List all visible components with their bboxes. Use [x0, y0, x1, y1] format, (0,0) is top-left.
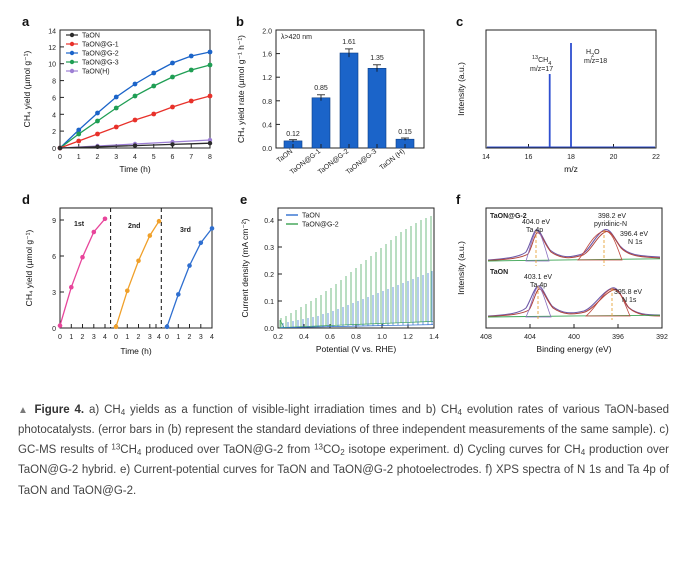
- svg-text:13CH4: $^{13}CH_4$: [532, 55, 552, 67]
- panel-b-letter: b: [236, 14, 244, 29]
- svg-text:TaON@G-2: TaON@G-2: [317, 148, 351, 177]
- svg-text:0: 0: [58, 154, 62, 161]
- svg-text:Current density (mA cm⁻²): Current density (mA cm⁻²): [240, 218, 250, 318]
- svg-text:4: 4: [103, 334, 107, 341]
- panel-f-chart: [452, 192, 674, 370]
- svg-text:Potential (V vs. RHE): Potential (V vs. RHE): [315, 344, 397, 354]
- svg-text:N 1s: N 1s: [628, 239, 643, 246]
- svg-text:1.4: 1.4: [429, 334, 439, 341]
- svg-text:TaON@G-2: TaON@G-2: [302, 221, 339, 229]
- svg-text:398.2 eV: 398.2 eV: [598, 213, 627, 220]
- svg-text:3: 3: [198, 334, 203, 341]
- svg-text:0.15: 0.15: [398, 129, 412, 136]
- svg-text:CH₄ yield rate (µmol g⁻¹ h⁻¹): CH₄ yield rate (µmol g⁻¹ h⁻¹): [236, 34, 246, 144]
- svg-text:CH₄ yield (µmol g⁻¹): CH₄ yield (µmol g⁻¹): [24, 229, 34, 307]
- svg-text:14: 14: [482, 154, 490, 161]
- svg-text:2nd: 2nd: [128, 223, 141, 230]
- svg-text:5: 5: [151, 154, 156, 161]
- panel-e-letter: e: [240, 192, 248, 207]
- panel-c: [452, 14, 672, 184]
- svg-text:8: 8: [52, 78, 56, 86]
- panel-e-chart: [236, 192, 448, 370]
- svg-text:4: 4: [52, 112, 56, 120]
- svg-text:12: 12: [48, 44, 56, 52]
- svg-text:λ>420 nm: λ>420 nm: [281, 34, 312, 41]
- svg-text:0: 0: [52, 326, 56, 333]
- svg-text:1: 1: [69, 334, 74, 341]
- svg-text:Binding energy (eV): Binding energy (eV): [536, 344, 612, 354]
- svg-text:Time (h): Time (h): [120, 346, 152, 356]
- panel-a: [18, 14, 228, 184]
- svg-text:1.61: 1.61: [342, 39, 356, 46]
- svg-text:9: 9: [52, 218, 56, 225]
- panel-b: [232, 14, 442, 184]
- svg-text:3rd: 3rd: [180, 227, 191, 234]
- svg-text:8: 8: [208, 154, 212, 161]
- svg-text:TaON (H): TaON (H): [378, 148, 407, 172]
- svg-text:2.0: 2.0: [262, 28, 272, 36]
- svg-text:1.2: 1.2: [262, 75, 272, 83]
- svg-text:396: 396: [612, 334, 624, 341]
- svg-text:Time (h): Time (h): [119, 164, 151, 174]
- svg-text:3: 3: [91, 334, 96, 341]
- figure-label: Figure 4.: [34, 404, 85, 416]
- svg-text:Intensity (a.u.): Intensity (a.u.): [456, 62, 466, 116]
- panel-e: [236, 192, 448, 370]
- panel-d-chart: [18, 192, 228, 370]
- svg-text:1: 1: [76, 154, 81, 161]
- svg-text:m/z: m/z: [564, 164, 578, 174]
- svg-text:0.2: 0.2: [273, 334, 283, 341]
- svg-text:2: 2: [52, 129, 56, 136]
- svg-text:TaON@G-1: TaON@G-1: [82, 41, 119, 49]
- panel-c-chart: [452, 14, 672, 184]
- panel-a-letter: a: [22, 14, 30, 29]
- svg-text:4: 4: [210, 334, 214, 341]
- svg-text:TaON@G-3: TaON@G-3: [82, 59, 119, 67]
- svg-text:0.8: 0.8: [351, 334, 361, 341]
- svg-text:0.0: 0.0: [262, 146, 272, 153]
- svg-text:1.2: 1.2: [403, 334, 413, 341]
- svg-text:392: 392: [656, 334, 668, 341]
- svg-text:0.4: 0.4: [299, 334, 309, 341]
- svg-text:0.1: 0.1: [264, 299, 274, 306]
- svg-text:3: 3: [147, 334, 152, 341]
- svg-text:403.1 eV: 403.1 eV: [524, 274, 553, 281]
- svg-text:1: 1: [176, 334, 181, 341]
- svg-text:0: 0: [165, 334, 169, 341]
- svg-text:pyridinic-N: pyridinic-N: [594, 221, 628, 228]
- caption-text: a) $CH_4$ yields as a function of visible-light irradiation times and b) $CH_4$ evolution rates of various TaON-based photocatalysts. (error bars in (b) represent the standard deviations of three independent measurements of the same sample). c) GC-MS results of $^{13}CH_4$ produced over TaON@G-2 from $^{13}CO_2$ isotope experiment. d) Cycling curves for $CH_4$ production over TaON@G-2 hybrid. e) Current-potential curves for TaON and TaON@G-2 photoelectrodes. f) XPS spectra of N 1s and Ta 4p of TaON and TaON@G-2.: [18, 404, 670, 497]
- figure-caption: [18, 400, 669, 501]
- panel-f: [452, 192, 674, 370]
- svg-text:0.12: 0.12: [286, 131, 300, 138]
- svg-text:1.35: 1.35: [370, 55, 384, 62]
- svg-text:0.6: 0.6: [325, 334, 335, 341]
- panel-d: [18, 192, 228, 370]
- svg-text:2: 2: [136, 334, 141, 341]
- svg-text:TaON@G-1: TaON@G-1: [289, 148, 323, 177]
- panel-b-chart: [232, 14, 442, 184]
- svg-text:7: 7: [189, 154, 194, 161]
- svg-text:1.0: 1.0: [377, 334, 387, 341]
- svg-text:4: 4: [157, 334, 161, 341]
- svg-text:6: 6: [52, 254, 56, 261]
- svg-text:Intensity (a.u.): Intensity (a.u.): [456, 241, 466, 295]
- svg-text:0.8: 0.8: [262, 98, 272, 106]
- svg-text:404: 404: [524, 334, 536, 341]
- svg-text:16: 16: [524, 154, 533, 161]
- svg-text:TaON: TaON: [275, 148, 295, 165]
- svg-text:20: 20: [609, 154, 618, 161]
- svg-text:396.4 eV: 396.4 eV: [620, 231, 649, 238]
- svg-text:404.0 eV: 404.0 eV: [522, 219, 551, 226]
- svg-text:0.3: 0.3: [264, 245, 274, 252]
- svg-text:0: 0: [52, 146, 56, 153]
- svg-text:TaON(H): TaON(H): [82, 68, 110, 76]
- svg-text:0.0: 0.0: [264, 326, 274, 333]
- svg-text:N 1s: N 1s: [622, 297, 637, 304]
- svg-text:400: 400: [568, 334, 580, 341]
- svg-text:m/z=17: m/z=17: [530, 66, 554, 73]
- svg-text:3: 3: [114, 154, 119, 161]
- svg-text:14: 14: [48, 28, 56, 36]
- svg-text:4: 4: [133, 154, 137, 161]
- svg-text:1: 1: [125, 334, 130, 341]
- svg-text:10: 10: [48, 61, 56, 69]
- svg-text:2: 2: [95, 154, 100, 161]
- svg-text:0.4: 0.4: [264, 218, 274, 225]
- svg-text:0: 0: [114, 334, 118, 341]
- svg-text:0: 0: [58, 334, 62, 341]
- svg-text:6: 6: [52, 95, 56, 103]
- svg-text:0.2: 0.2: [264, 272, 274, 279]
- svg-text:TaON@G-3: TaON@G-3: [345, 148, 379, 177]
- panel-c-letter: c: [456, 14, 464, 29]
- svg-text:TaON@G-2: TaON@G-2: [82, 50, 119, 58]
- svg-text:TaON@G-2: TaON@G-2: [490, 213, 527, 220]
- svg-text:408: 408: [480, 334, 492, 341]
- svg-text:1st: 1st: [74, 221, 85, 228]
- svg-text:TaON: TaON: [302, 212, 320, 220]
- svg-text:H2O: $H_2O$: [586, 49, 600, 59]
- svg-text:6: 6: [170, 154, 175, 161]
- svg-text:395.8 eV: 395.8 eV: [614, 289, 643, 296]
- svg-text:3: 3: [52, 290, 56, 297]
- panel-a-chart: [18, 14, 228, 184]
- svg-text:0.85: 0.85: [314, 85, 328, 92]
- svg-text:CH₄ yield (µmol g⁻¹): CH₄ yield (µmol g⁻¹): [22, 50, 32, 128]
- svg-text:Ta 4p: Ta 4p: [530, 282, 548, 289]
- caption-marker: ▲: [18, 405, 30, 416]
- svg-text:1.6: 1.6: [262, 51, 272, 59]
- svg-text:2: 2: [80, 334, 85, 341]
- svg-text:TaON: TaON: [490, 269, 509, 276]
- panel-d-letter: d: [22, 192, 30, 207]
- svg-text:m/z=18: m/z=18: [584, 58, 608, 65]
- svg-text:22: 22: [652, 154, 660, 161]
- svg-text:0.4: 0.4: [262, 122, 272, 130]
- svg-text:2: 2: [187, 334, 192, 341]
- panel-f-letter: f: [456, 192, 461, 207]
- svg-text:18: 18: [567, 154, 575, 161]
- svg-text:Ta 4p: Ta 4p: [526, 227, 544, 234]
- svg-text:TaON: TaON: [82, 32, 100, 40]
